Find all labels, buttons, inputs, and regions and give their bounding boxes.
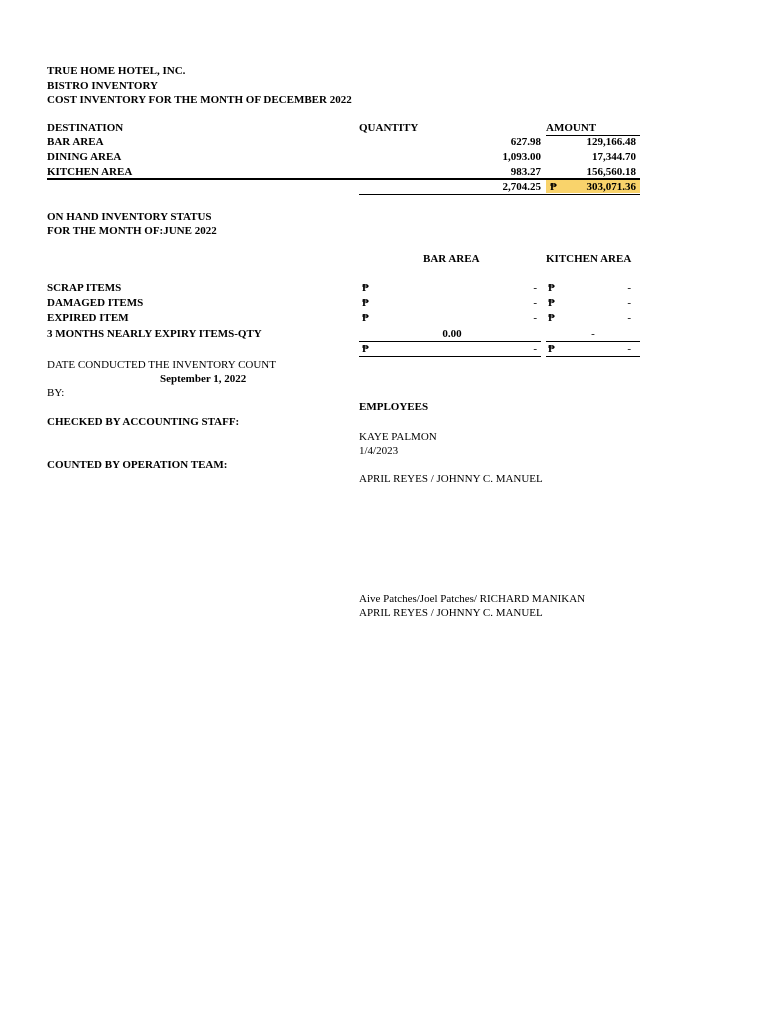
bar-value: - bbox=[533, 297, 537, 309]
row-amount: 156,560.18 bbox=[586, 166, 636, 178]
bar-currency: ₱ bbox=[362, 297, 369, 309]
onhand-title: ON HAND INVENTORY STATUS bbox=[47, 211, 212, 223]
total-underline bbox=[359, 194, 640, 195]
row-amount: 17,344.70 bbox=[592, 151, 636, 163]
expiry-kitchen-qty: - bbox=[591, 328, 595, 340]
company-name: TRUE HOME HOTEL, INC. bbox=[47, 65, 186, 77]
checked-by-name: KAYE PALMON bbox=[359, 431, 437, 443]
col-bar-area-header: BAR AREA bbox=[423, 253, 480, 265]
row-amount: 129,166.48 bbox=[586, 136, 636, 148]
onhand-row-label: SCRAP ITEMS bbox=[47, 282, 122, 294]
col-destination-header: DESTINATION bbox=[47, 122, 124, 134]
employees-label: EMPLOYEES bbox=[359, 401, 429, 413]
expiry-bar-qty: 0.00 bbox=[442, 328, 462, 340]
onhand-row-label: DAMAGED ITEMS bbox=[47, 297, 144, 309]
kitchen-currency: ₱ bbox=[548, 282, 555, 294]
kitchen-value: - bbox=[627, 297, 631, 309]
onhand-period: FOR THE MONTH OF:JUNE 2022 bbox=[47, 225, 217, 237]
checked-by-label: CHECKED BY ACCOUNTING STAFF: bbox=[47, 416, 240, 428]
report-title: COST INVENTORY FOR THE MONTH OF DECEMBER 2022 bbox=[47, 94, 352, 106]
onhand-row-label: EXPIRED ITEM bbox=[47, 312, 129, 324]
row-quantity: 1,093.00 bbox=[502, 151, 541, 163]
row-destination: DINING AREA bbox=[47, 151, 122, 163]
kitchen-currency: ₱ bbox=[548, 297, 555, 309]
kitchen-total-underline bbox=[546, 356, 640, 357]
report-subtitle: BISTRO INVENTORY bbox=[47, 80, 158, 92]
bar-total-currency: ₱ bbox=[362, 343, 369, 355]
row-quantity: 983.27 bbox=[510, 166, 541, 178]
kitchen-total-value: - bbox=[627, 343, 631, 355]
col-amount-header: AMOUNT bbox=[546, 122, 597, 134]
extra-names-line: Aive Patches/Joel Patches/ RICHARD MANIKAN bbox=[359, 593, 586, 605]
by-label: BY: bbox=[47, 387, 65, 399]
checked-by-date: 1/4/2023 bbox=[359, 445, 399, 457]
counted-by-label: COUNTED BY OPERATION TEAM: bbox=[47, 459, 228, 471]
kitchen-total-currency: ₱ bbox=[548, 343, 555, 355]
row-quantity: 627.98 bbox=[510, 136, 541, 148]
kitchen-currency: ₱ bbox=[548, 312, 555, 324]
total-quantity: 2,704.25 bbox=[502, 181, 541, 193]
bar-total-value: - bbox=[533, 343, 537, 355]
row-destination: BAR AREA bbox=[47, 136, 104, 148]
col-kitchen-area-header: KITCHEN AREA bbox=[546, 253, 632, 265]
col-quantity-header: QUANTITY bbox=[359, 122, 419, 134]
expiry-label: 3 MONTHS NEARLY EXPIRY ITEMS-QTY bbox=[47, 328, 262, 340]
date-label: DATE CONDUCTED THE INVENTORY COUNT bbox=[47, 359, 276, 371]
bar-total-underline bbox=[359, 356, 541, 357]
bar-value: - bbox=[533, 282, 537, 294]
kitchen-value: - bbox=[627, 282, 631, 294]
bar-currency: ₱ bbox=[362, 282, 369, 294]
bar-currency: ₱ bbox=[362, 312, 369, 324]
kitchen-value: - bbox=[627, 312, 631, 324]
counted-by-names: APRIL REYES / JOHNNY C. MANUEL bbox=[359, 473, 543, 485]
date-value: September 1, 2022 bbox=[160, 373, 247, 385]
extra-names-line: APRIL REYES / JOHNNY C. MANUEL bbox=[359, 607, 543, 619]
bar-value: - bbox=[533, 312, 537, 324]
total-amount: 303,071.36 bbox=[586, 181, 636, 193]
row-destination: KITCHEN AREA bbox=[47, 166, 133, 178]
total-currency: ₱ bbox=[550, 181, 557, 193]
